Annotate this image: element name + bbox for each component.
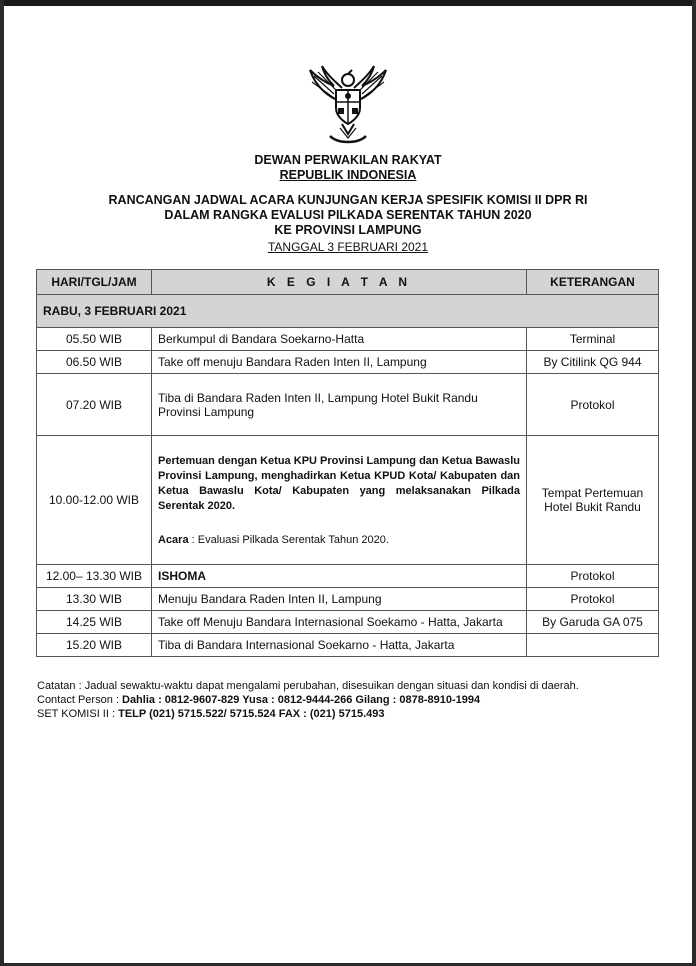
row-time: 05.50 WIB bbox=[37, 328, 152, 351]
row-time: 10.00-12.00 WIB bbox=[37, 436, 152, 565]
column-header-note: KETERANGAN bbox=[527, 270, 659, 295]
agenda-label: Acara bbox=[158, 534, 189, 546]
org-name: DEWAN PERWAKILAN RAKYAT bbox=[254, 153, 442, 167]
row-time: 13.30 WIB bbox=[37, 588, 152, 611]
row-activity-meeting bbox=[152, 436, 527, 565]
title-line-3: KE PROVINSI LAMPUNG bbox=[274, 223, 422, 237]
table-header-row bbox=[37, 270, 659, 295]
row-time: 06.50 WIB bbox=[37, 351, 152, 374]
table-row bbox=[37, 611, 659, 634]
row-note: Protokol bbox=[527, 565, 659, 588]
day-row bbox=[37, 295, 659, 328]
row-activity: Tiba di Bandara Internasional Soekarno - Hatta, Jakarta bbox=[152, 634, 527, 657]
row-time: 07.20 WIB bbox=[37, 374, 152, 436]
row-note: By Citilink QG 944 bbox=[527, 351, 659, 374]
row-activity: Tiba di Bandara Raden Inten II, Lampung Hotel Bukit Randu Provinsi Lampung bbox=[152, 374, 527, 436]
row-note: By Garuda GA 075 bbox=[527, 611, 659, 634]
row-note: Tempat Pertemuan Hotel Bukit Randu bbox=[527, 436, 659, 565]
agenda-text: : Evaluasi Pilkada Serentak Tahun 2020. bbox=[188, 534, 389, 546]
footer-note: Catatan : Jadual sewaktu-waktu dapat mengalami perubahan, disesuikan dengan situasi dan kondisi di daerah. bbox=[37, 680, 579, 692]
table-row bbox=[37, 634, 659, 657]
frame-right-border bbox=[692, 0, 696, 966]
meeting-agenda bbox=[158, 534, 520, 546]
footer-contact bbox=[37, 693, 579, 707]
contact-prefix: Contact Person : bbox=[37, 694, 122, 706]
frame-top-border bbox=[0, 0, 696, 6]
row-activity: Take off menuju Bandara Raden Inten II, Lampung bbox=[152, 351, 527, 374]
column-header-activity: K E G I A T A N bbox=[152, 270, 527, 295]
document-date: TANGGAL 3 FEBRUARI 2021 bbox=[267, 240, 429, 254]
frame-left-border bbox=[0, 0, 4, 966]
title-line-1: RANCANGAN JADWAL ACARA KUNJUNGAN KERJA SPESIFIK KOMISI II DPR RI bbox=[108, 193, 588, 207]
day-label: RABU, 3 FEBRUARI 2021 bbox=[37, 295, 659, 328]
set-prefix: SET KOMISI II : bbox=[37, 708, 119, 720]
column-header-time: HARI/TGL/JAM bbox=[37, 270, 152, 295]
table-row bbox=[37, 351, 659, 374]
row-time: 15.20 WIB bbox=[37, 634, 152, 657]
table-row bbox=[37, 374, 659, 436]
table-row bbox=[37, 565, 659, 588]
contact-persons: Dahlia : 0812-9607-829 Yusa : 0812-9444-266 Gilang : 0878-8910-1994 bbox=[122, 694, 481, 706]
set-phone-fax: TELP (021) 5715.522/ 5715.524 FAX : (021) 5715.493 bbox=[118, 708, 385, 720]
row-activity: Berkumpul di Bandara Soekarno-Hatta bbox=[152, 328, 527, 351]
footer-set bbox=[37, 707, 579, 721]
garuda-emblem-icon bbox=[304, 62, 392, 146]
row-note bbox=[527, 634, 659, 657]
row-time: 14.25 WIB bbox=[37, 611, 152, 634]
row-note: Terminal bbox=[527, 328, 659, 351]
row-activity: Take off Menuju Bandara Internasional Soekamo - Hatta, Jakarta bbox=[152, 611, 527, 634]
table-row bbox=[37, 588, 659, 611]
row-note: Protokol bbox=[527, 374, 659, 436]
republic-name: REPUBLIK INDONESIA bbox=[279, 168, 417, 182]
table-row bbox=[37, 436, 659, 565]
row-activity: Menuju Bandara Raden Inten II, Lampung bbox=[152, 588, 527, 611]
row-note: Protokol bbox=[527, 588, 659, 611]
schedule-table bbox=[36, 269, 659, 657]
table-row bbox=[37, 328, 659, 351]
footer-notes bbox=[37, 679, 579, 721]
meeting-description: Pertemuan dengan Ketua KPU Provinsi Lampung dan Ketua Bawaslu Provinsi Lampung, menghadirkan Ketua KPUD Kota/ Kabupaten dan Ketua Bawaslu Kota/ Kabupaten yang melaksanakan Pilkada Serentak 2020. bbox=[158, 455, 520, 512]
title-line-2: DALAM RANGKA EVALUSI PILKADA SERENTAK TAHUN 2020 bbox=[164, 208, 532, 222]
row-activity: ISHOMA bbox=[152, 565, 527, 588]
row-time: 12.00– 13.30 WIB bbox=[37, 565, 152, 588]
